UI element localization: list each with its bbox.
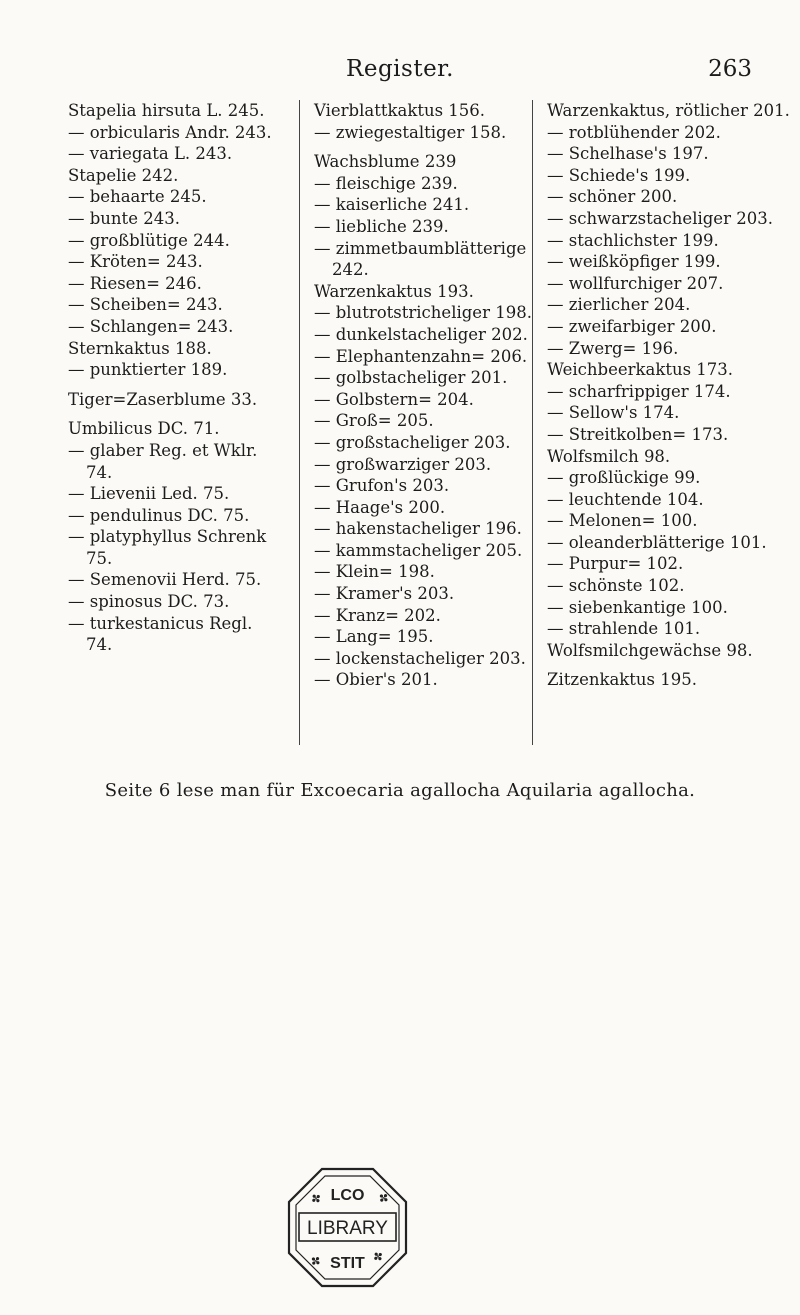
index-entry: — Melonen= 100. (547, 511, 698, 531)
index-entry: — Haage's 200. (314, 497, 446, 517)
index-entry: — pendulinus DC. 75. (68, 505, 250, 525)
index-entry: Zitzenkaktus 195. (547, 670, 697, 690)
stamp-bottom-text: STIT (330, 1255, 365, 1272)
index-entry: Wolfsmilchgewächse 98. (547, 640, 753, 660)
index-entry: — wollfurchiger 207. (547, 273, 724, 293)
page-title: Register. (346, 56, 454, 82)
index-entry: — scharfrippiger 174. (547, 381, 731, 401)
index-entry: — rotblühender 202. (547, 122, 721, 142)
index-entry: — Scheiben= 243. (68, 295, 223, 315)
index-entry: — glaber Reg. et Wklr. (68, 440, 258, 460)
index-entry: — zweifarbiger 200. (547, 316, 717, 336)
index-entry: — lockenstacheliger 203. (314, 648, 526, 668)
index-entry: — zimmetbaumblätterige (314, 238, 527, 258)
index-entry: — zierlicher 204. (547, 295, 691, 315)
index-entry: — kaiserliche 241. (314, 195, 470, 215)
index-entry: — kammstacheliger 205. (314, 540, 523, 560)
index-column-3 (532, 100, 790, 745)
index-entry: — schöner 200. (547, 187, 678, 207)
index-column-2 (299, 100, 532, 745)
index-entry: Stapelie 242. (68, 165, 179, 185)
index-entry: — dunkelstacheliger 202. (314, 324, 528, 344)
index-entry: — behaarte 245. (68, 187, 207, 207)
index-entry: — Klein= 198. (314, 562, 435, 582)
index-entry: — Schiede's 199. (547, 165, 691, 185)
stamp-middle-text: LIBRARY (307, 1218, 388, 1239)
index-entry: Sternkaktus 188. (68, 338, 212, 358)
errata-note: Seite 6 lese man für Excoecaria agallocha Aquilaria agallocha. (104, 780, 696, 801)
index-entry: — strahlende 101. (547, 619, 701, 639)
index-entry: — stachlichster 199. (547, 230, 719, 250)
index-entry: Tiger=Zaserblume 33. (68, 389, 258, 409)
index-entry: — hakenstacheliger 196. (314, 519, 522, 539)
stamp-top-text: LCO (330, 1187, 365, 1204)
index-entry-continuation: 74. (86, 462, 113, 482)
index-entry: — liebliche 239. (314, 216, 449, 236)
index-entry: — schönste 102. (547, 576, 685, 596)
index-entry: — großblütige 244. (68, 230, 230, 250)
index-entry: Wachsblume 239 (314, 152, 457, 172)
index-entry: Warzenkaktus 193. (314, 281, 474, 301)
index-entry: Stapelia hirsuta L. 245. (68, 101, 265, 120)
index-entry: — weißköpfiger 199. (547, 252, 721, 272)
index-entry: — Kranz= 202. (314, 605, 441, 625)
index-entry: — Golbstern= 204. (314, 389, 474, 409)
index-entry-continuation: 242. (332, 260, 369, 280)
index-entry: — spinosus DC. 73. (68, 592, 230, 612)
index-entry: — Obier's 201. (314, 670, 438, 690)
index-entry: — Purpur= 102. (547, 554, 684, 574)
index-entry: — Semenovii Herd. 75. (68, 570, 262, 590)
index-entry: Warzenkaktus, rötlicher 201. (547, 101, 790, 120)
index-entry: Umbilicus DC. 71. (68, 419, 220, 439)
index-entry: — Lievenii Led. 75. (68, 484, 230, 504)
index-entry: — turkestanicus Regl. (68, 613, 253, 633)
index-entry: — blutrotstricheliger 198. (314, 303, 532, 323)
index-entry: Weichbeerkaktus 173. (547, 360, 734, 380)
index-entry: — großwarziger 203. (314, 454, 492, 474)
index-entry: — fleischige 239. (314, 173, 458, 193)
index-entry: — Grufon's 203. (314, 476, 450, 496)
library-stamp (285, 1165, 410, 1290)
index-entry-continuation: 74. (86, 635, 113, 655)
index-entry: — Kramer's 203. (314, 584, 455, 604)
svg-text:✤: ✤ (375, 1189, 392, 1207)
index-entry-continuation: 75. (86, 548, 113, 568)
page-number: 263 (708, 56, 752, 82)
library-stamp-icon (285, 1165, 410, 1290)
index-entry: — variegata L. 243. (68, 144, 233, 164)
index-entry: — platyphyllus Schrenk (68, 527, 267, 547)
index-entry: — Elephantenzahn= 206. (314, 346, 528, 366)
index-column-1 (68, 100, 280, 656)
index-entry: — bunte 243. (68, 208, 180, 228)
index-entry: — Groß= 205. (314, 411, 434, 431)
index-entry: — Lang= 195. (314, 627, 434, 647)
index-entry: Wolfsmilch 98. (547, 446, 671, 466)
index-entry: — Streitkolben= 173. (547, 424, 729, 444)
index-entry: — großlückige 99. (547, 468, 701, 488)
index-entry: — Schelhase's 197. (547, 144, 709, 164)
index-entry: — siebenkantige 100. (547, 597, 728, 617)
index-entry: — zwiegestaltiger 158. (314, 122, 507, 142)
index-entry: — Zwerg= 196. (547, 338, 679, 358)
index-entry: — oleanderblätterige 101. (547, 532, 767, 552)
index-entry: — Riesen= 246. (68, 273, 202, 293)
index-entry: — schwarzstacheliger 203. (547, 208, 773, 228)
index-entry: Vierblattkaktus 156. (314, 101, 486, 120)
index-entry: — golbstacheliger 201. (314, 368, 508, 388)
svg-text:✤: ✤ (369, 1248, 387, 1266)
index-entry: — orbicularis Andr. 243. (68, 122, 272, 142)
index-entry: — leuchtende 104. (547, 489, 704, 509)
index-entry: — Schlangen= 243. (68, 316, 234, 336)
page-header (0, 54, 800, 94)
index-entry: — punktierter 189. (68, 360, 228, 380)
index-entry: — großstacheliger 203. (314, 432, 511, 452)
svg-text:✤: ✤ (307, 1252, 324, 1270)
index-entry: — Kröten= 243. (68, 252, 203, 272)
svg-text:✤: ✤ (307, 1190, 325, 1208)
index-entry: — Sellow's 174. (547, 403, 680, 423)
